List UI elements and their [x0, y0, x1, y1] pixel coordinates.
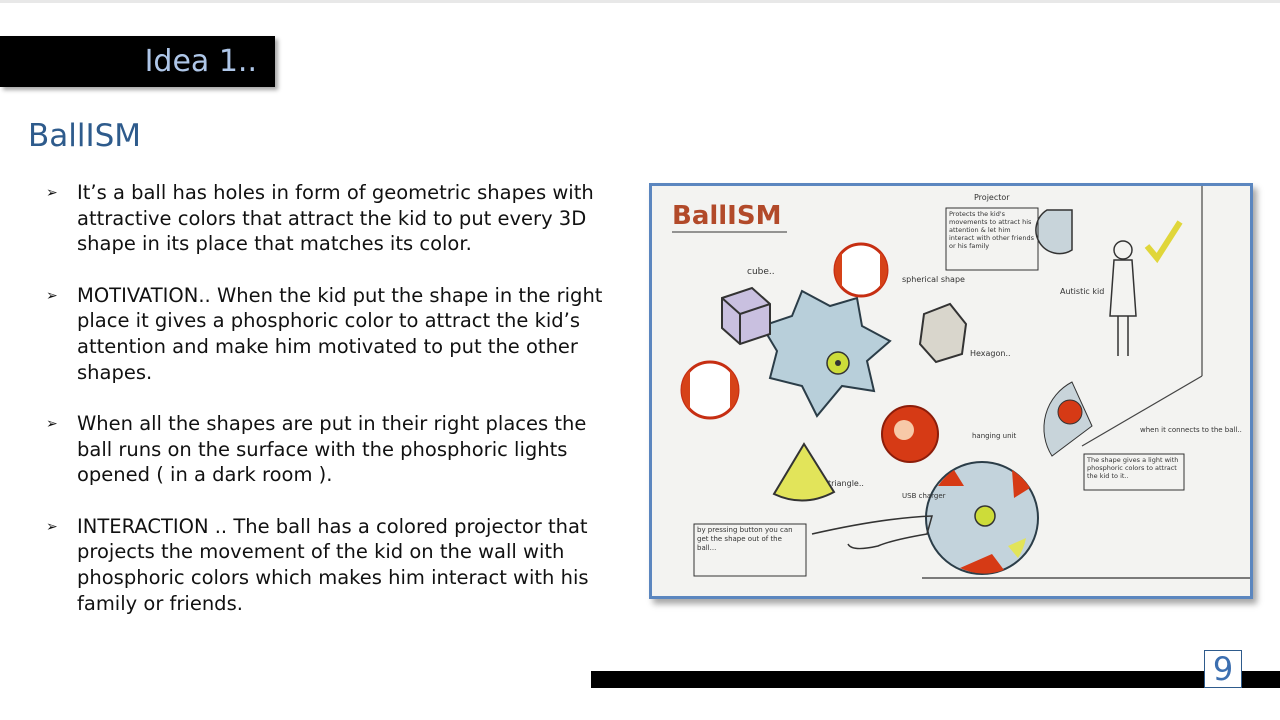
label-triangle: triangle.. — [828, 479, 864, 488]
bullet-text: INTERACTION .. The ball has a colored projector that projects the movement of the kid on the wall with phosphoric colors which makes him interact with his family or friends. — [77, 514, 589, 615]
top-rule — [0, 0, 1280, 3]
arrow-bullet-icon: ➢ — [46, 287, 58, 304]
bullet-text: When all the shapes are put in their right places the ball runs on the surface with the phosphoric lights opened ( in a dark room ). — [77, 411, 587, 487]
bullet-item — [46, 514, 626, 617]
label-hexagon: Hexagon.. — [970, 349, 1011, 358]
bullet-text: MOTIVATION.. When the kid put the shape in the right place it gives a phosphoric color to attract the kid’s attention and make him motivated to put the other shapes. — [77, 283, 603, 384]
section-header-bar — [0, 36, 275, 87]
label-when-connects: when it connects to the ball.. — [1140, 426, 1242, 434]
sketch-image — [649, 183, 1253, 599]
bullet-list — [46, 180, 626, 642]
page-number: 9 — [1204, 650, 1242, 688]
label-projector: Projector — [974, 193, 1010, 202]
arrow-bullet-icon: ➢ — [46, 415, 58, 432]
bullet-item — [46, 283, 626, 386]
label-autistic-kid: Autistic kid — [1060, 287, 1105, 296]
footer-bar — [591, 671, 1280, 688]
slide-title: BallISM — [28, 118, 142, 154]
bullet-item — [46, 180, 626, 257]
label-shape-light-note: The shape gives a light with phosphoric colors to attract the kid to it.. — [1087, 456, 1179, 480]
label-spherical: spherical shape — [902, 275, 965, 284]
arrow-bullet-icon: ➢ — [46, 518, 58, 535]
bullet-item — [46, 411, 626, 488]
bullet-text: It’s a ball has holes in form of geometric shapes with attractive colors that attract the kid to put every 3D shape in its place that matches its color. — [77, 181, 594, 256]
label-button-note: by pressing button you can get the shape out of the ball... — [697, 526, 793, 552]
section-header-label: Idea 1.. — [144, 44, 257, 79]
sketch-drawing — [652, 186, 1250, 596]
label-hanging-unit: hanging unit — [972, 432, 1017, 440]
label-cube: cube.. — [747, 267, 775, 277]
sketch-title: BallISM — [672, 201, 782, 231]
label-usb-charger: USB charger — [902, 492, 946, 500]
label-projector-note: Protects the kid's movements to attract his attention & let him interact with other friends or his family — [949, 210, 1034, 250]
arrow-bullet-icon: ➢ — [46, 185, 58, 201]
